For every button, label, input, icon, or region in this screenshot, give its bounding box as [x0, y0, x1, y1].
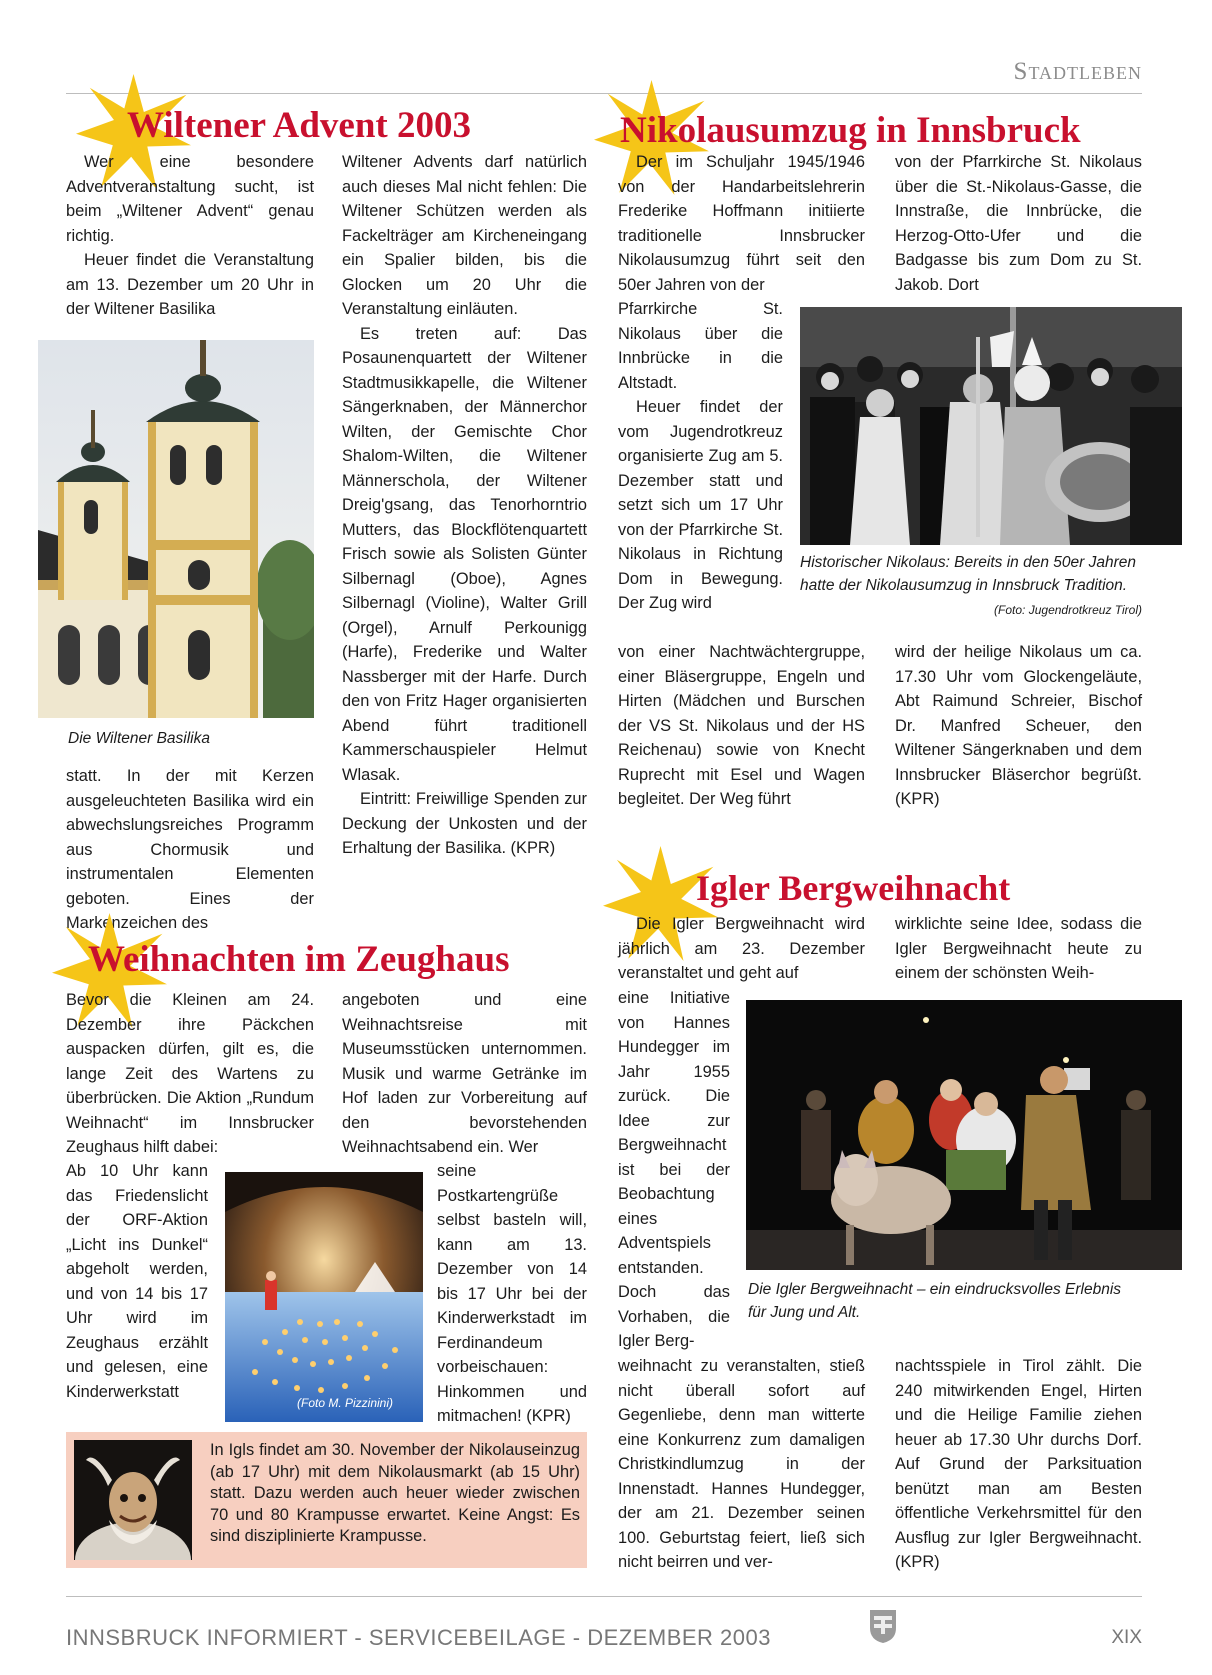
igler-col2-top [895, 912, 1142, 986]
igler-col1-bottom [618, 1354, 865, 1575]
wilten-col1-top [66, 150, 314, 322]
photo-krampus [74, 1440, 192, 1560]
paragraph: Heuer findet die Veranstaltung am 13. Dezember um 20 Uhr in der Wiltener Basilika [66, 251, 314, 318]
headline-igler-bergweihnacht: Igler Bergweihnacht [696, 868, 1011, 908]
caption-text: Historischer Nikolaus: Bereits in den 50er Jahren hatte der Nikolausumzug in Innsbruck Tradition. [800, 554, 1136, 594]
paragraph: seine Postkartengrüße selbst basteln will, kann am 13. Dezember von 14 bis 17 Uhr bei der Kinderwerkstadt im Ferdinandeum vorbeischauen: Hinkommen und mitmachen! (KPR) [437, 1162, 587, 1425]
headline-nikolausumzug: Nikolausumzug in Innsbruck [620, 110, 1081, 151]
igler-col1-top [618, 912, 865, 986]
footer-rule [66, 1596, 1142, 1597]
nikolaus-col2-top [895, 150, 1142, 297]
photo-credit: (Foto: Jugendrotkreuz Tirol) [994, 603, 1142, 617]
photo-credit: (Foto M. Pizzinini) [297, 1396, 394, 1410]
paragraph: Bevor die Kleinen am 24. Dezember ihre Päckchen auspacken dürfen, gilt es, die lange Zeit des Wartens zu überbrücken. Die Aktion „Rundum Weihnacht“ im Innsbrucker Zeughaus hilft dabei: [66, 991, 314, 1156]
paragraph: statt. In der mit Kerzen ausgeleuchteten Basilika wird ein abwechslungsreiches Programm aus Chormusik und instrumentalen Elementen geboten. Eines der Markenzeichen des [66, 767, 314, 932]
zeughaus-col2-wrap [437, 1159, 587, 1429]
caption-igler-bergweihnacht: Die Igler Bergweihnacht – ein eindrucksvolles Erlebnis für Jung und Alt. [748, 1281, 1122, 1321]
page-number: XIX [1111, 1627, 1142, 1648]
paragraph: Die Igler Bergweihnacht wird jährlich am 23. Dezember veranstaltet und geht auf [618, 915, 865, 982]
paragraph: Heuer findet der vom Jugendrotkreuz organisierte Zug am 5. Dezember statt und setzt sich um 17 Uhr von der Pfarrkirche St. Nikolaus in Richtung Dom in Bewegung. Der Zug wird [618, 398, 783, 612]
paragraph: Eintritt: Freiwillige Spenden zur Deckung der Unkosten und der Erhaltung der Basilika. (KPR) [342, 790, 587, 857]
paragraph: Es treten auf: Das Posaunenquartett der Wiltener Stadtmusikkapelle, die Wiltener Sängerknaben, der Männerchor Wilten, der Gemischte Chor Shalom-Wilten, die Wiltener Männerschola, der Wiltener Dreig'gsang, das Tenorhorntrio Mutters, das Blockflötenquartett Frisch sowie als Solisten Günter Silbernagl (Oboe), Agnes Silbernagl (Violine), Walter Grill (Orgel), Arnulf Perkounigg (Harfe), Frederike und Walter Nassberger mit der Harfe. Durch den von Fritz Hager organisierten Abend führt traditionell Kammerschauspieler Helmut Wlasak. [342, 324, 587, 784]
city-crest-icon [868, 1608, 898, 1644]
paragraph: wirklichte seine Idee, sodass die Igler Bergweihnacht heute zu einem der schönsten Weih- [895, 915, 1142, 982]
photo-friedenslicht [225, 1172, 423, 1422]
headline-wiltener-advent: Wiltener Advent 2003 [127, 105, 471, 146]
igls-info-text: In Igls findet am 30. November der Nikolauseinzug (ab 17 Uhr) mit dem Nikolausmarkt (ab 15 Uhr) statt. Dazu werden auch heuer wieder zwischen 70 und 80 Krampusse erwartet. Keine Angst: Es sind disziplinierte Krampusse. [210, 1441, 580, 1545]
zeughaus-col2-top [342, 988, 587, 1160]
paragraph: Pfarrkirche St. Nikolaus über die Innbrücke in die Altstadt. [618, 300, 783, 392]
section-label: Stadtleben [1013, 58, 1142, 85]
paragraph: angeboten und eine Weihnachtsreise mit Museumsstücken unternommen. Musik und warme Getränke im Hof laden zur Vorbereitung auf den bevorstehenden Weihnachtsabend ein. Wer [342, 991, 587, 1156]
zeughaus-col1-wrap [66, 1159, 208, 1404]
paragraph: Wiltener Advents darf natürlich auch dieses Mal nicht fehlen: Die Wiltener Schützen werden als Fackelträger am Kircheneingang ein Spalier bilden, bis die Glocken um 20 Uhr die Veranstaltung einläuten. [342, 153, 587, 318]
paragraph: wird der heilige Nikolaus um ca. 17.30 Uhr vom Glockengeläute, Abt Raimund Schreier, Bischof Dr. Manfred Scheuer, den Wiltener Sängerknaben und dem Innsbrucker Bläserchor begrüßt. (KPR) [895, 643, 1142, 808]
nikolaus-col2-bottom [895, 640, 1142, 812]
photo-historischer-nikolaus [800, 307, 1182, 545]
zeughaus-col1-top [66, 988, 314, 1160]
paragraph: Ab 10 Uhr kann das Friedenslicht der ORF-Aktion „Licht ins Dunkel“ abgeholt werden, und von 14 bis 17 Uhr wird im Zeughaus erzählt und gelesen, eine Kinderwerkstatt [66, 1162, 208, 1401]
igler-col2-bottom [895, 1354, 1142, 1575]
nikolaus-col1-narrow [618, 297, 783, 616]
wilten-col1-bottom [66, 764, 314, 936]
photo-wiltener-basilika [38, 340, 314, 718]
igler-col1-narrow [618, 986, 730, 1354]
caption-wiltener-basilika: Die Wiltener Basilika [68, 730, 210, 747]
wilten-col2 [342, 150, 587, 861]
paragraph: von der Pfarrkirche St. Nikolaus über die St.-Nikolaus-Gasse, die Innstraße, die Innbrücke, die Herzog-Otto-Ufer und die Badgasse bis zum Dom zu St. Jakob. Dort [895, 153, 1142, 294]
footer-publication: INNSBRUCK INFORMIERT - SERVICEBEILAGE - DEZEMBER 2003 [66, 1625, 771, 1650]
photo-igler-bergweihnacht [746, 1000, 1182, 1270]
paragraph: Der im Schuljahr 1945/1946 von der Handarbeitslehrerin Frederike Hoffmann initiierte traditionelle Innsbrucker Nikolausumzug führt seit den 50er Jahren von der [618, 153, 865, 294]
paragraph: eine Initiative von Hannes Hundegger im Jahr 1955 zurück. Die Idee zur Bergweihnacht ist bei der Beobachtung eines Adventspiels entstanden. Doch das Vorhaben, die Igler Berg- [618, 989, 730, 1350]
paragraph: Wer eine besondere Adventveranstaltung sucht, ist beim „Wiltener Advent“ genau richtig. [66, 153, 314, 245]
caption-historischer-nikolaus [800, 551, 1142, 622]
paragraph: weihnacht zu veranstalten, stieß nicht überall sofort auf Gegenliebe, denn man witterte eine Konkurrenz zum damaligen Christkindlumzug in der Innenstadt. Hannes Hundegger, der am 21. Dezember seinen 100. Geburtstag feiert, ließ sich nicht beirren und ver- [618, 1357, 865, 1571]
nikolaus-col1-bottom [618, 640, 865, 812]
paragraph: nachtsspiele in Tirol zählt. Die 240 mitwirkenden Engel, Hirten und die Heilige Familie ziehen heuer ab 17.30 Uhr durchs Dorf. Auf Grund der Parksituation benützt man am Besten öffentliche Verkehrsmittel für den Ausflug zur Igler Bergweihnacht. (KPR) [895, 1357, 1142, 1571]
headline-weihnachten-zeughaus: Weihnachten im Zeughaus [88, 939, 510, 980]
nikolaus-col1-top [618, 150, 865, 297]
paragraph: von einer Nachtwächtergruppe, einer Bläsergruppe, Engeln und Hirten (Mädchen und Burschen der VS St. Nikolaus und der HS Reichenau) sowie von Knecht Ruprecht mit Esel und Wagen begleitet. Der Weg führt [618, 643, 865, 808]
